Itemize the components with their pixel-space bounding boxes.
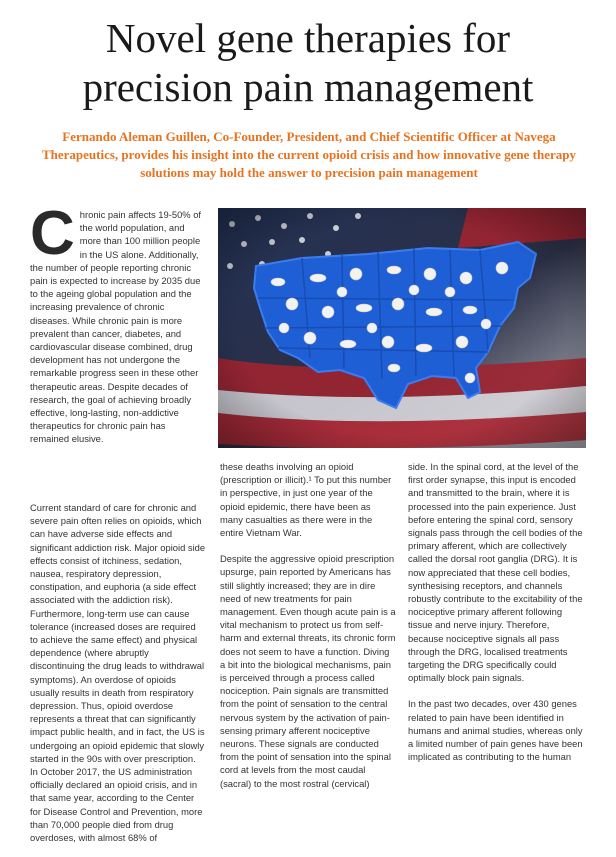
article-photo-pills-usa-map — [218, 208, 586, 448]
title-line-2: precision pain management — [82, 64, 534, 110]
article-title — [0, 14, 616, 112]
intro-paragraph — [30, 199, 206, 488]
intro-text: hronic pain affects 19-50% of the world population, and more than 100 million people in the US alone. Additionally, the number of people reporting chronic pain is expected to increase by 2035 due to the ageing global population and the increasing prevalence of chronic diseases. While chronic pain is more prevalent than cancer, diabetes, and cardiovascular disease combined, drug development has not undergone the remarkable progress seen in these other therapeutic areas. Despite decades of research, the goal of achieving broadly effective, long-lasting, non-addictive therapeutics for chronic pain has remained elusive. — [30, 209, 202, 445]
paragraph-vietnam-comparison: these deaths involving an opioid (prescription or illicit).¹ To put this number in perspective, in just one year of the opioid epidemic, there have been as many casualties as there were in the entire Vietnam War. — [220, 461, 392, 539]
drop-cap: C — [30, 199, 75, 268]
body-column-3 — [408, 460, 584, 776]
pills-map-illustration — [218, 208, 586, 448]
body-column-2 — [220, 460, 396, 803]
title-line-1: Novel gene therapies for — [105, 15, 511, 61]
body-column-1 — [30, 199, 206, 857]
paragraph-drg: side. In the spinal cord, at the level of the first order synapse, this input is encoded and transmitted to the brain, where it is processed into the pain experience. Just before entering the spinal cord, sensory signals pass through the cell bodies of the primary afferent, which are collectively called the dorsal root ganglia (DRG). It is now appreciated that these cell bodies, synthesising receptors, and channels robustly contribute to the excitability of the nociceptive primary afferent following tissue and nerve injury. Therefore, because nociceptive signals all pass through the DRG, localised treatments targeting the DRG specifically could optimally block pain signals. — [408, 461, 583, 684]
paragraph-standard-of-care: Current standard of care for chronic and severe pain often relies on opioids, which can have adverse side effects and significant addiction risk. Major opioid side effects consist of itchiness, sedation, nausea, respiratory depression, constipation, and euphoria (a side effect associated with the addiction risk). Furthermore, long-term use can cause tolerance (increased doses are required to achieve the same effect) and physical dependence (where abruptly discontinuing the drug leads to withdrawal symptoms). An overdose of opioids usually results in death from respiratory depression. Thus, opioid overdose represents a threat that can significantly impact public health, and in fact, the US is undergoing an opioid epidemic that slowly started in the 90s with over prescription. In October 2017, the US administration officially declared an opioid crisis, and in that same year, according to the Center for Disease Control and Prevention, more than 70,000 people died from drug overdoses, with almost 68% of — [30, 502, 206, 844]
article-subtitle: Fernando Aleman Guillen, Co-Founder, President, and Chief Scientific Officer at Navega Therapeutics, provides his insight into the current opioid crisis and how innovative gene therapy solutions may hold the answer to precision pain management — [41, 129, 576, 180]
paragraph-pain-genes: In the past two decades, over 430 genes related to pain have been identified in humans and animal studies, whereas only a limited number of pain genes have been implicated as contributing to the human — [408, 698, 583, 763]
paragraph-nociception: Despite the aggressive opioid prescription upsurge, pain reported by Americans has still slightly increased; they are in dire need of new treatments for pain management. Even though acute pain is a vital mechanism to protect us from self-harm and external threats, its chronic form does not seem to have a function. Diving a bit into the biological mechanisms, pain is perceived through a process called nociception. Pain signals are transmitted from the point of sensation to the central nervous system by the activation of pain-sensing primary afferent nociceptive neurons. These signals are conducted from the point of sensation into the spinal cord at levels from the most caudal (sacral) to the most rostral (cervical) — [220, 553, 396, 789]
